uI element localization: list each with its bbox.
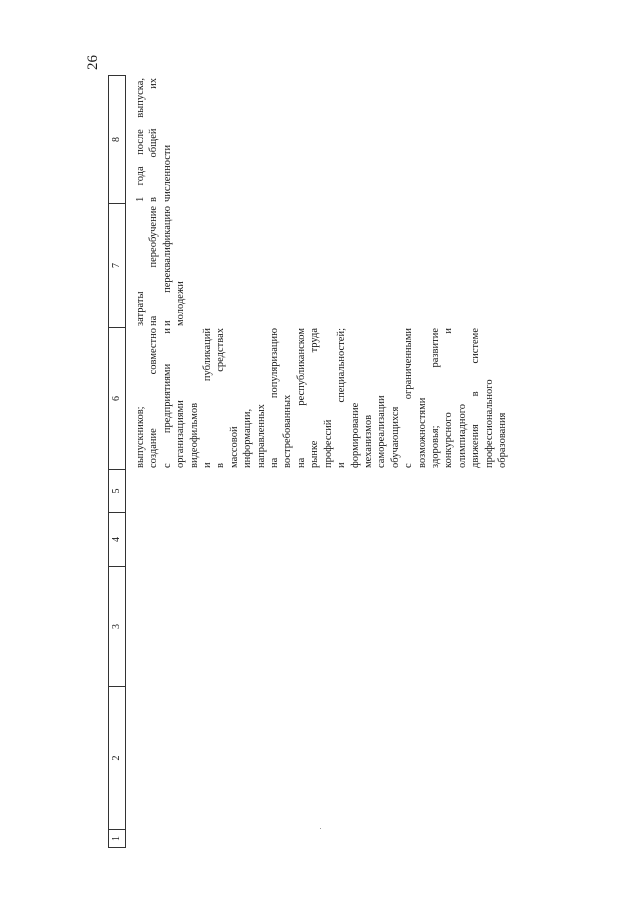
text-line	[241, 328, 254, 468]
word: на	[148, 315, 160, 326]
word: движения	[470, 424, 482, 468]
text-line	[322, 328, 335, 468]
word: численности	[161, 144, 173, 202]
word: переквалификацию	[161, 206, 173, 293]
word: развитие	[429, 328, 441, 368]
text-line	[295, 328, 308, 468]
text-line	[214, 328, 227, 468]
word: в	[470, 391, 482, 397]
text-line	[147, 206, 160, 326]
word: направленных	[255, 404, 267, 468]
word: популяризацию	[269, 328, 281, 399]
word: средствах	[215, 328, 227, 372]
word: на	[295, 457, 307, 468]
word: молодежи	[175, 281, 187, 326]
word: общей	[148, 128, 160, 158]
text-line	[134, 328, 147, 468]
text-line	[469, 328, 482, 468]
header-cell-5: 5	[109, 470, 125, 513]
word: и	[336, 462, 348, 468]
word: создание	[148, 428, 160, 468]
header-cell-7: 7	[109, 204, 125, 328]
word: ограниченными	[403, 328, 415, 400]
word: и	[443, 328, 455, 334]
word: в	[215, 463, 227, 468]
word: специальностей;	[336, 328, 348, 403]
rotated-table	[108, 75, 528, 848]
text-line	[255, 328, 268, 468]
text-line	[496, 328, 509, 468]
word: видеофильмов	[188, 402, 200, 468]
word: механизмов	[362, 414, 374, 468]
text-line	[134, 78, 147, 202]
text-line	[161, 78, 174, 202]
text-line	[456, 328, 469, 468]
word: профессионального	[483, 379, 495, 468]
word: совместно	[148, 328, 160, 375]
word: и	[161, 328, 173, 334]
header-cell-3: 3	[109, 567, 125, 687]
text-line	[174, 328, 187, 468]
page-number: 26	[85, 55, 101, 70]
word: возможностями	[416, 397, 428, 468]
cell-col7-text	[134, 206, 188, 326]
text-line	[134, 206, 147, 326]
word: олимпиадного	[456, 403, 468, 468]
word: республиканском	[295, 328, 307, 406]
text-line	[161, 206, 174, 326]
scan-speck	[320, 828, 321, 829]
word: востребованных	[282, 394, 294, 468]
header-cell-6: 6	[109, 328, 125, 470]
header-cell-2: 2	[109, 687, 125, 830]
word: выпуска,	[135, 78, 146, 118]
header-cell-4: 4	[109, 513, 125, 567]
text-line	[228, 328, 241, 468]
word: после	[135, 129, 146, 155]
word: затраты	[135, 291, 146, 326]
word: выпускников;	[135, 406, 146, 468]
text-line	[402, 328, 415, 468]
word: их	[148, 78, 160, 89]
word: публикаций	[202, 328, 214, 382]
word: массовой	[228, 426, 240, 468]
text-line	[429, 328, 442, 468]
text-line	[281, 328, 294, 468]
text-line	[442, 328, 455, 468]
text-line	[389, 328, 402, 468]
cell-col6-text	[134, 328, 509, 468]
text-line	[335, 328, 348, 468]
text-line	[268, 328, 281, 468]
word: 1	[135, 196, 146, 202]
header-cell-8: 8	[109, 75, 125, 204]
word: переобучение	[148, 206, 160, 268]
word: и	[161, 320, 173, 326]
text-line	[483, 328, 496, 468]
text-line	[174, 206, 187, 326]
word: формирование	[349, 402, 361, 468]
word: года	[135, 166, 146, 186]
word: информации,	[242, 408, 254, 468]
text-line	[201, 328, 214, 468]
word: и	[202, 462, 214, 468]
text-line	[375, 328, 388, 468]
word: в	[148, 197, 160, 202]
word: самореализации	[376, 395, 388, 468]
text-line	[308, 328, 321, 468]
word: обучающихся	[389, 406, 401, 468]
word: на	[269, 457, 281, 468]
word: образования	[496, 412, 508, 468]
word: конкурсного	[443, 412, 455, 468]
word: предприятиями	[161, 363, 173, 434]
word: организациями	[175, 400, 187, 468]
cell-col8-text	[134, 78, 174, 202]
word: с	[403, 463, 415, 468]
header-cell-1: 1	[109, 830, 125, 848]
word: здоровья;	[429, 425, 441, 468]
text-line	[147, 78, 160, 202]
text-line	[188, 328, 201, 468]
text-line	[161, 328, 174, 468]
table-header-row	[108, 75, 126, 848]
word: профессий	[322, 419, 334, 468]
word: с	[161, 463, 173, 468]
text-line	[349, 328, 362, 468]
word: системе	[470, 328, 482, 364]
text-line	[362, 328, 375, 468]
text-line	[416, 328, 429, 468]
word: труда	[309, 328, 321, 353]
text-line	[147, 328, 160, 468]
word: рынке	[309, 440, 321, 468]
